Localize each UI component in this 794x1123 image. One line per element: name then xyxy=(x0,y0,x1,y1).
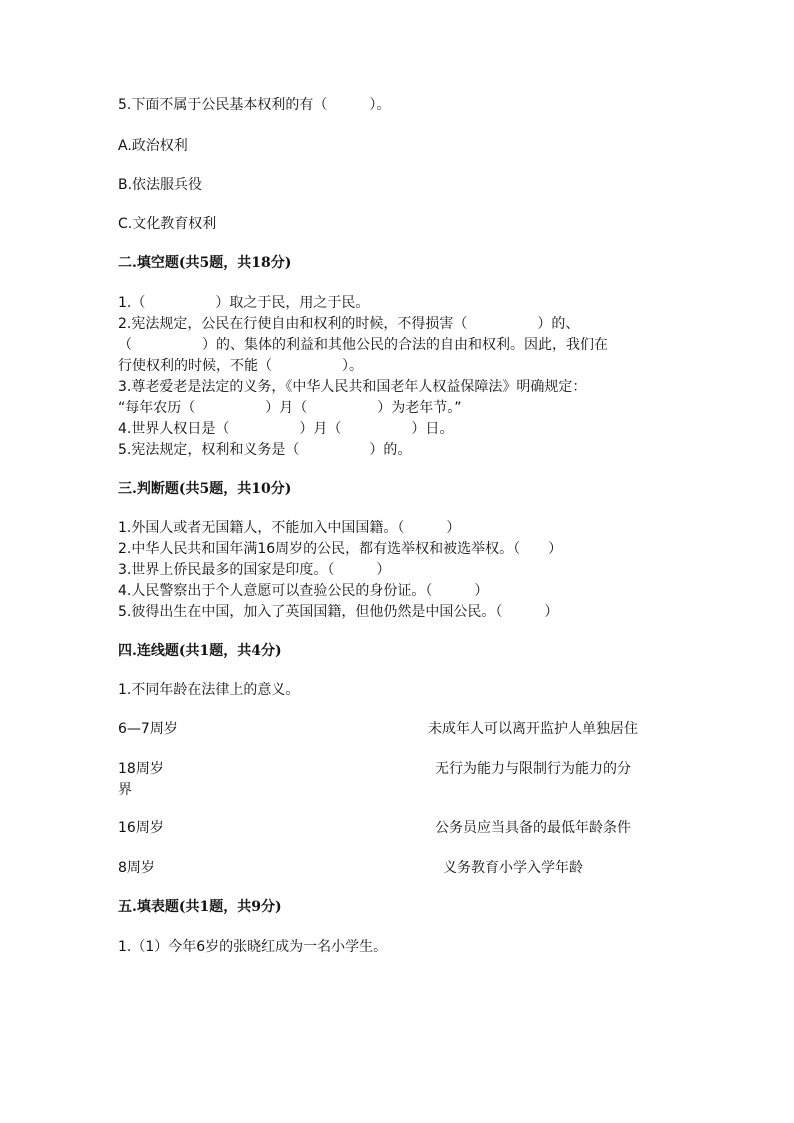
matching-left-item-4: 8周岁 xyxy=(118,860,155,876)
question-5: 5.下面不属于公民基本权利的有（ ）。 xyxy=(118,97,391,113)
fill-blank-line-1: 1.（ ）取之于民，用之于民。 xyxy=(118,295,370,311)
option-b: B.依法服兵役 xyxy=(118,177,203,193)
section-heading-table: 五.填表题(共1题，共9分) xyxy=(118,899,282,915)
fill-blank-line-2: 2.宪法规定，公民在行使自由和权利的时候，不得损害（ ）的、 xyxy=(118,316,580,332)
matching-question: 1.不同年龄在法律上的意义。 xyxy=(118,682,300,698)
matching-right-item-4: 义务教育小学入学年龄 xyxy=(443,860,583,876)
matching-left-item-2: 18周岁 xyxy=(118,761,164,777)
true-false-item-4: 4.人民警察出于个人意愿可以查验公民的身份证。（ ） xyxy=(118,583,489,599)
table-question: 1.（1）今年6岁的张晓红成为一名小学生。 xyxy=(118,939,388,955)
fill-blank-line-4: 行使权利的时候，不能（ ）。 xyxy=(118,358,363,374)
true-false-item-5: 5.彼得出生在中国，加入了英国国籍，但他仍然是中国公民。（ ） xyxy=(118,604,559,620)
section-heading-fill-blank: 二.填空题(共5题，共18分) xyxy=(118,255,292,271)
matching-right-item-2: 无行为能力与限制行为能力的分 xyxy=(435,761,631,777)
true-false-item-1: 1.外国人或者无国籍人，不能加入中国国籍。（ ） xyxy=(118,520,461,536)
fill-blank-line-3: （ ）的、集体的利益和其他公民的合法的自由和权利。因此，我们在 xyxy=(118,337,608,353)
fill-blank-line-8: 5.宪法规定，权利和义务是（ ）的。 xyxy=(118,442,412,458)
true-false-item-3: 3.世界上侨民最多的国家是印度。（ ） xyxy=(118,562,391,578)
option-a: A.政治权利 xyxy=(118,138,188,154)
matching-right-item-2-wrap: 界 xyxy=(118,782,132,798)
section-heading-true-false: 三.判断题(共5题，共10分) xyxy=(118,481,292,497)
fill-blank-line-6: “每年农历（ ）月（ ）为老年节。” xyxy=(118,400,462,416)
matching-right-item-1: 未成年人可以离开监护人单独居住 xyxy=(428,721,638,737)
matching-left-item-1: 6—7周岁 xyxy=(118,721,178,737)
matching-right-item-3: 公务员应当具备的最低年龄条件 xyxy=(435,820,631,836)
matching-left-item-3: 16周岁 xyxy=(118,820,164,836)
true-false-item-2: 2.中华人民共和国年满16周岁的公民，都有选举权和被选举权。（ ） xyxy=(118,541,563,557)
fill-blank-line-5: 3.尊老爱老是法定的义务，《中华人民共和国老年人权益保障法》明确规定： xyxy=(118,379,587,395)
option-c: C.文化教育权利 xyxy=(118,216,217,232)
section-heading-matching: 四.连线题(共1题，共4分) xyxy=(118,643,282,659)
fill-blank-line-7: 4.世界人权日是（ ）月（ ）日。 xyxy=(118,421,454,437)
